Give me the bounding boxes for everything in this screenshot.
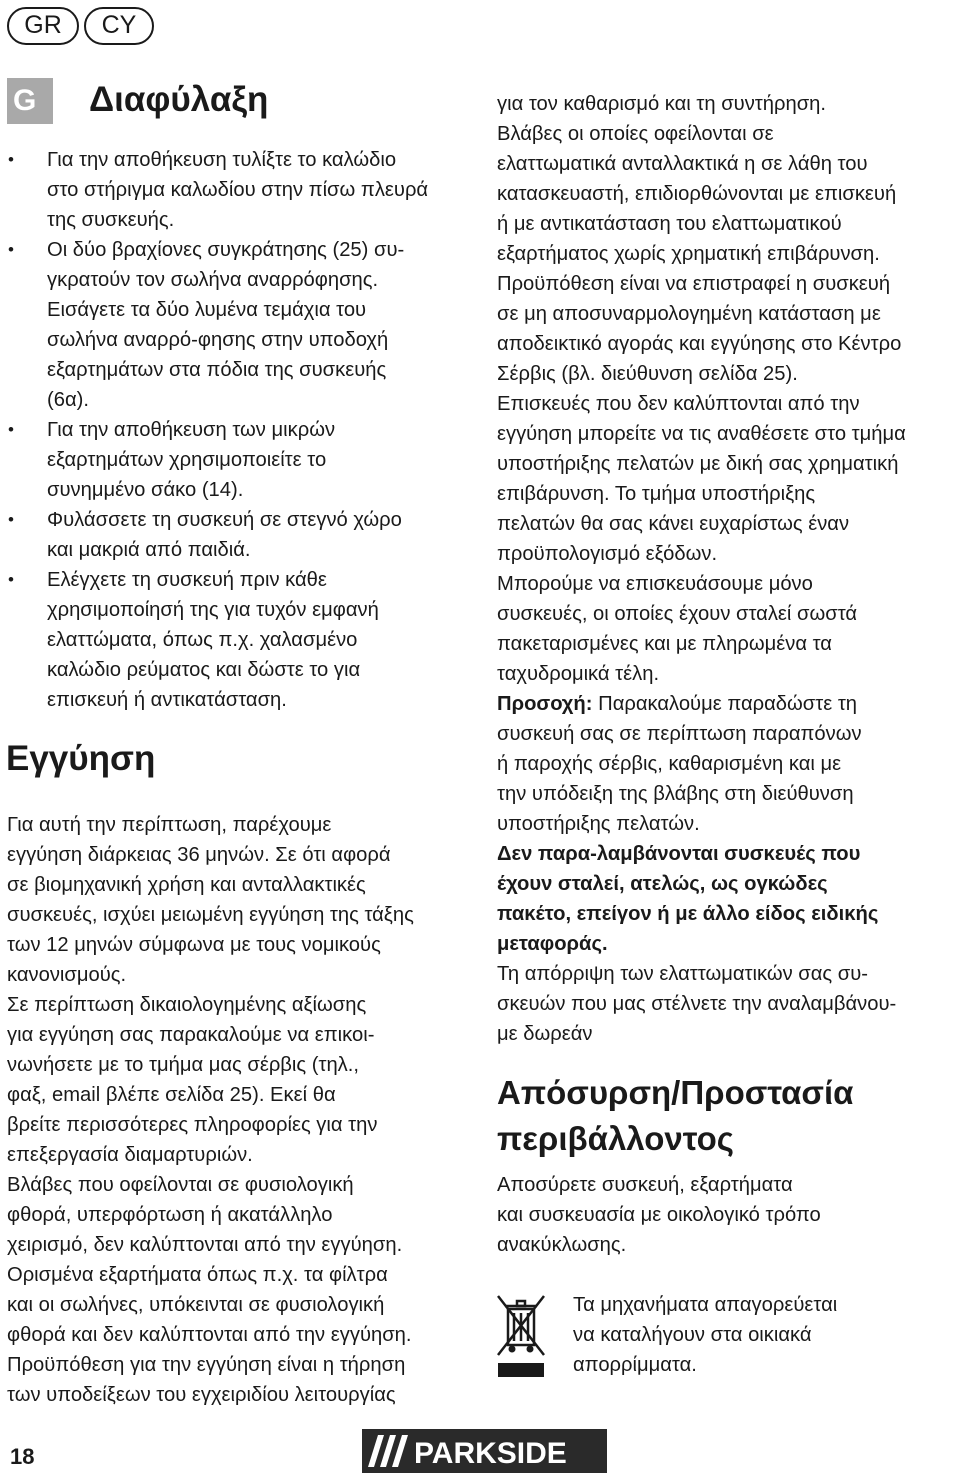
language-badge-gr: GR — [7, 7, 79, 45]
warranty-text — [7, 810, 477, 1410]
warranty-heading: Εγγύηση — [6, 739, 156, 778]
bullet-text: Οι δύο βραχίονες συγκράτησης (25) συ- γκρατούν τον σωλήνα αναρρόφησης. Εισάγετε τα δύο λυμένα τεμάχια του σωλήνα αναρρό-φησης στην υποδοχή εξαρτημάτων στα πόδια της συσκευής (6α). — [47, 239, 405, 411]
bullet-text: Φυλάσσετε τη συσκευή σε στεγνό χώρο και μακριά από παιδιά. — [47, 509, 402, 561]
attention-label: Προσοχή: — [497, 693, 593, 715]
service-paragraph: Μπορούμε να επισκευάσουμε μόνο συσκευές, οι οποίες έχουν σταλεί σωστά πακεταρισμένες και με πληρωμένα τα ταχυδρομικά τέλη. — [497, 573, 858, 685]
storage-heading: Διαφύλαξη — [89, 80, 269, 119]
page-number: 18 — [10, 1444, 35, 1469]
bullet-text: Ελέγχετε τη συσκευή πριν κάθε χρησιμοποίησή της για τυχόν εμφανή ελαττώματα, όπως π.χ. χαλασμένο καλώδιο ρεύματος και δώστε το για επισκευή ή αντικατάσταση. — [47, 569, 379, 711]
warranty-paragraph: Σε περίπτωση δικαιολογημένης αξίωσης για εγγύηση σας παρακαλούμε να επικοι- νωνήσετε με το τμήμα μας σέρβις (τηλ., φαξ, email βλέπε σελίδα 25). Εκεί θα βρείτε περισσότερες πληροφορίες για την επεξεργασία διαμαρτυριών. — [7, 994, 378, 1166]
bullet-dot: • — [8, 240, 14, 259]
bullet-dot: • — [8, 570, 14, 589]
disposal-text: Αποσύρετε συσκευή, εξαρτήματα και συσκευασία με οικολογικό τρόπο ανακύκλωσης. — [497, 1174, 821, 1256]
list-item — [7, 415, 467, 505]
bullet-dot: • — [8, 420, 14, 439]
logo-text: PARKSIDE — [414, 1437, 567, 1470]
disposal-heading: Απόσυρση/Προστασία περιβάλλοντος — [497, 1074, 854, 1157]
bullet-text: Για την αποθήκευση των μικρών εξαρτημάτων χρησιμοποιείτε το συνημμένο σάκο (14). — [47, 419, 336, 501]
section-letter-tab: G — [7, 78, 53, 124]
weee-text: Τα μηχανήματα απαγορεύεται να καταλήγουν στα οικιακά απορρίμματα. — [573, 1294, 838, 1376]
storage-bullet-list — [7, 145, 467, 715]
warranty-paragraph: Για αυτή την περίπτωση, παρέχουμε εγγύηση διάρκειας 36 μηνών. Σε ότι αφορά σε βιομηχανική χρήση και ανταλλακτικές συσκευές, ισχύει μειωμένη εγγύηση της τάξης των 12 μηνών σύμφωνα με τους νομικούς κανονισμούς. — [7, 814, 414, 986]
rejection-paragraph: Τη απόρριψη των ελαττωματικών σας συ- σκευών που μας στέλνετε την αναλαμβάνου- με δωρεάν — [497, 963, 897, 1045]
language-badge-cy: CY — [84, 7, 154, 45]
service-paragraph: Βλάβες οι οποίες οφείλονται σε ελαττωματικά ανταλλακτικά η σε λάθη του κατασκευαστή, επιδιορθώνονται με επισκευή ή με αντικατάσταση του ελαττωματικού εξαρτήματος χωρίς χρηματική επιβάρυνση. — [497, 123, 897, 265]
attention-paragraph — [497, 689, 957, 839]
right-column — [497, 89, 957, 1049]
list-item — [7, 565, 467, 715]
list-item — [7, 505, 467, 565]
warranty-paragraph: Βλάβες που οφείλονται σε φυσιολογική φθορά, υπερφόρτωση ή ακατάλληλο χειρισμό, δεν καλύπτονται από την εγγύηση. Ορισμένα εξαρτήματα όπως π.χ. τα φίλτρα και οι σωλήνες, υπόκεινται σε φυσιολογική φθορά και δεν καλύπτονται από την εγγύηση. Προϋπόθεση για την εγγύηση είναι η τήρηση των υποδείξεων του εγχειριδίου λειτουργίας — [7, 1174, 412, 1406]
service-paragraph: Προϋπόθεση είναι να επιστραφεί η συσκευή σε μη αποσυναρμολογημένη κατάσταση με αποδεικτικό αγοράς και εγγύησης στο Κέντρο Σέρβις (βλ. διεύθυνση σελίδα 25). — [497, 273, 902, 385]
crossed-out-bin-icon — [495, 1293, 547, 1379]
bullet-dot: • — [8, 150, 14, 169]
service-paragraph: Επισκευές που δεν καλύπτονται από την εγγύηση μπορείτε να τις αναθέσετε στο τμήμα υποστήριξης πελατών με δική σας χρηματική επιβάρυνση. Το τμήμα υποστήριξης πελατών θα σας κάνει ευχαρίστως έναν προϋπολογισμό εξόδων. — [497, 393, 906, 565]
bold-notice: Δεν παρα-λαμβάνονται συσκευές που έχουν σταλεί, ατελώς, ως ογκώδες πακέτο, επείγον ή με άλλο είδος ειδικής μεταφοράς. — [497, 843, 879, 955]
list-item — [7, 145, 467, 235]
bullet-text: Για την αποθήκευση τυλίξτε το καλώδιο στο στήριγμα καλωδίου στην πίσω πλευρά της συσκευής. — [47, 149, 429, 231]
parkside-logo — [362, 1429, 607, 1473]
attention-text: Παρακαλούμε παραδώστε τη συσκευή σας σε περίπτωση παραπόνων ή παροχής σέρβις, καθαρισμένη και με την υπόδειξη της βλάβης στη διεύθυνση υποστήριξης πελατών. — [497, 693, 862, 835]
service-paragraph: για τον καθαρισμό και τη συντήρηση. — [497, 93, 827, 115]
bullet-dot: • — [8, 510, 14, 529]
list-item — [7, 235, 467, 415]
